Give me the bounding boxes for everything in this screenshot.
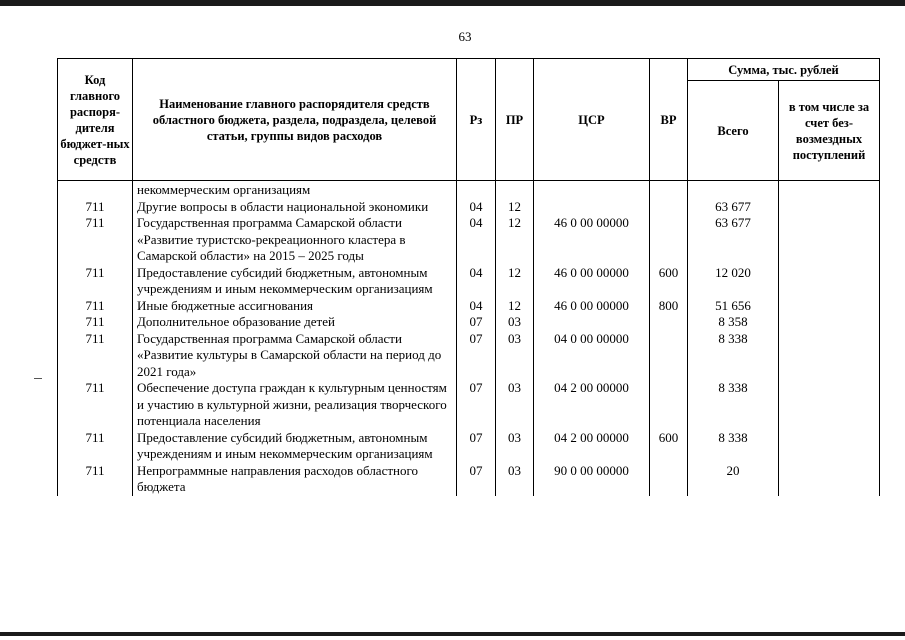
cell-code: 711 <box>58 215 133 265</box>
cell-incl <box>779 380 880 430</box>
table-row <box>58 215 880 265</box>
header-vr: ВР <box>650 59 688 181</box>
cell-pr: 03 <box>496 331 534 381</box>
cell-code: 711 <box>58 430 133 463</box>
cell-rz: 07 <box>457 331 496 381</box>
cell-csr: 46 0 00 00000 <box>534 265 650 298</box>
cell-csr: 90 0 00 00000 <box>534 463 650 496</box>
header-name: Наименование главного распорядителя средств областного бюджета, раздела, подраздела, целевой статьи, группы видов расходов <box>133 59 457 181</box>
cell-rz: 07 <box>457 380 496 430</box>
cell-rz: 07 <box>457 463 496 496</box>
cell-total <box>688 181 779 199</box>
table-row <box>58 314 880 331</box>
cell-vr <box>650 215 688 265</box>
cell-pr: 03 <box>496 430 534 463</box>
top-border <box>0 0 905 6</box>
cell-pr: 12 <box>496 199 534 216</box>
cell-csr <box>534 181 650 199</box>
cell-pr: 12 <box>496 265 534 298</box>
cell-name: Предоставление субсидий бюджетным, автономным учреждениям и иным некоммерческим организациям <box>133 265 457 298</box>
cell-total: 8 358 <box>688 314 779 331</box>
cell-incl <box>779 298 880 315</box>
cell-incl <box>779 463 880 496</box>
cell-total: 8 338 <box>688 331 779 381</box>
cell-rz: 04 <box>457 298 496 315</box>
cell-pr: 12 <box>496 298 534 315</box>
cell-code: 711 <box>58 314 133 331</box>
cell-vr <box>650 380 688 430</box>
cell-total: 51 656 <box>688 298 779 315</box>
cell-total: 12 020 <box>688 265 779 298</box>
cell-vr: 600 <box>650 265 688 298</box>
cell-code: 711 <box>58 298 133 315</box>
cell-total: 8 338 <box>688 380 779 430</box>
cell-pr: 03 <box>496 314 534 331</box>
table-row <box>58 265 880 298</box>
cell-name: Другие вопросы в области национальной экономики <box>133 199 457 216</box>
cell-code: 711 <box>58 380 133 430</box>
budget-table <box>57 58 880 496</box>
cell-name: некоммерческим организациям <box>133 181 457 199</box>
cell-total: 8 338 <box>688 430 779 463</box>
header-pr: ПР <box>496 59 534 181</box>
cell-vr <box>650 181 688 199</box>
cell-rz: 04 <box>457 215 496 265</box>
cell-name: Обеспечение доступа граждан к культурным ценностям и участию в культурной жизни, реализация творческого потенциала населения <box>133 380 457 430</box>
bottom-border <box>0 632 905 636</box>
cell-rz: 07 <box>457 430 496 463</box>
table-row <box>58 199 880 216</box>
cell-name: Государственная программа Самарской области «Развитие туристско-рекреационного кластера в Самарской области» на 2015 – 2025 годы <box>133 215 457 265</box>
cell-vr <box>650 199 688 216</box>
cell-name: Дополнительное образование детей <box>133 314 457 331</box>
cell-name: Предоставление субсидий бюджетным, автономным учреждениям и иным некоммерческим организациям <box>133 430 457 463</box>
header-incl: в том числе за счет без-возмездных поступлений <box>779 81 880 181</box>
cell-incl <box>779 331 880 381</box>
header-total: Всего <box>688 81 779 181</box>
cell-csr: 04 0 00 00000 <box>534 331 650 381</box>
cell-incl <box>779 215 880 265</box>
cell-incl <box>779 314 880 331</box>
cell-csr: 04 2 00 00000 <box>534 430 650 463</box>
header-rz: Рз <box>457 59 496 181</box>
cell-vr <box>650 314 688 331</box>
cell-code: 711 <box>58 199 133 216</box>
cell-incl <box>779 430 880 463</box>
cell-incl <box>779 199 880 216</box>
cell-name: Непрограммные направления расходов областного бюджета <box>133 463 457 496</box>
cell-vr: 600 <box>650 430 688 463</box>
margin-mark <box>34 378 42 379</box>
table-body <box>58 181 880 496</box>
cell-csr <box>534 199 650 216</box>
cell-csr: 04 2 00 00000 <box>534 380 650 430</box>
cell-total: 20 <box>688 463 779 496</box>
table-row <box>58 430 880 463</box>
cell-code <box>58 181 133 199</box>
cell-pr: 03 <box>496 380 534 430</box>
table-row <box>58 298 880 315</box>
header-code: Код главного распоря-дителя бюджет-ных средств <box>58 59 133 181</box>
table-row <box>58 463 880 496</box>
table-row <box>58 181 880 199</box>
cell-code: 711 <box>58 463 133 496</box>
cell-vr <box>650 331 688 381</box>
cell-code: 711 <box>58 331 133 381</box>
table-row <box>58 331 880 381</box>
cell-total: 63 677 <box>688 215 779 265</box>
cell-code: 711 <box>58 265 133 298</box>
cell-incl <box>779 265 880 298</box>
table-row <box>58 380 880 430</box>
cell-total: 63 677 <box>688 199 779 216</box>
cell-pr <box>496 181 534 199</box>
cell-vr <box>650 463 688 496</box>
cell-vr: 800 <box>650 298 688 315</box>
header-csr: ЦСР <box>534 59 650 181</box>
cell-csr: 46 0 00 00000 <box>534 298 650 315</box>
cell-pr: 03 <box>496 463 534 496</box>
cell-rz: 07 <box>457 314 496 331</box>
cell-rz: 04 <box>457 265 496 298</box>
cell-name: Государственная программа Самарской области «Развитие культуры в Самарской области на период до 2021 года» <box>133 331 457 381</box>
cell-csr: 46 0 00 00000 <box>534 215 650 265</box>
cell-incl <box>779 181 880 199</box>
cell-rz: 04 <box>457 199 496 216</box>
cell-pr: 12 <box>496 215 534 265</box>
page-number: 63 <box>458 29 472 44</box>
cell-rz <box>457 181 496 199</box>
cell-csr <box>534 314 650 331</box>
cell-name: Иные бюджетные ассигнования <box>133 298 457 315</box>
header-sum: Сумма, тыс. рублей <box>688 59 880 81</box>
